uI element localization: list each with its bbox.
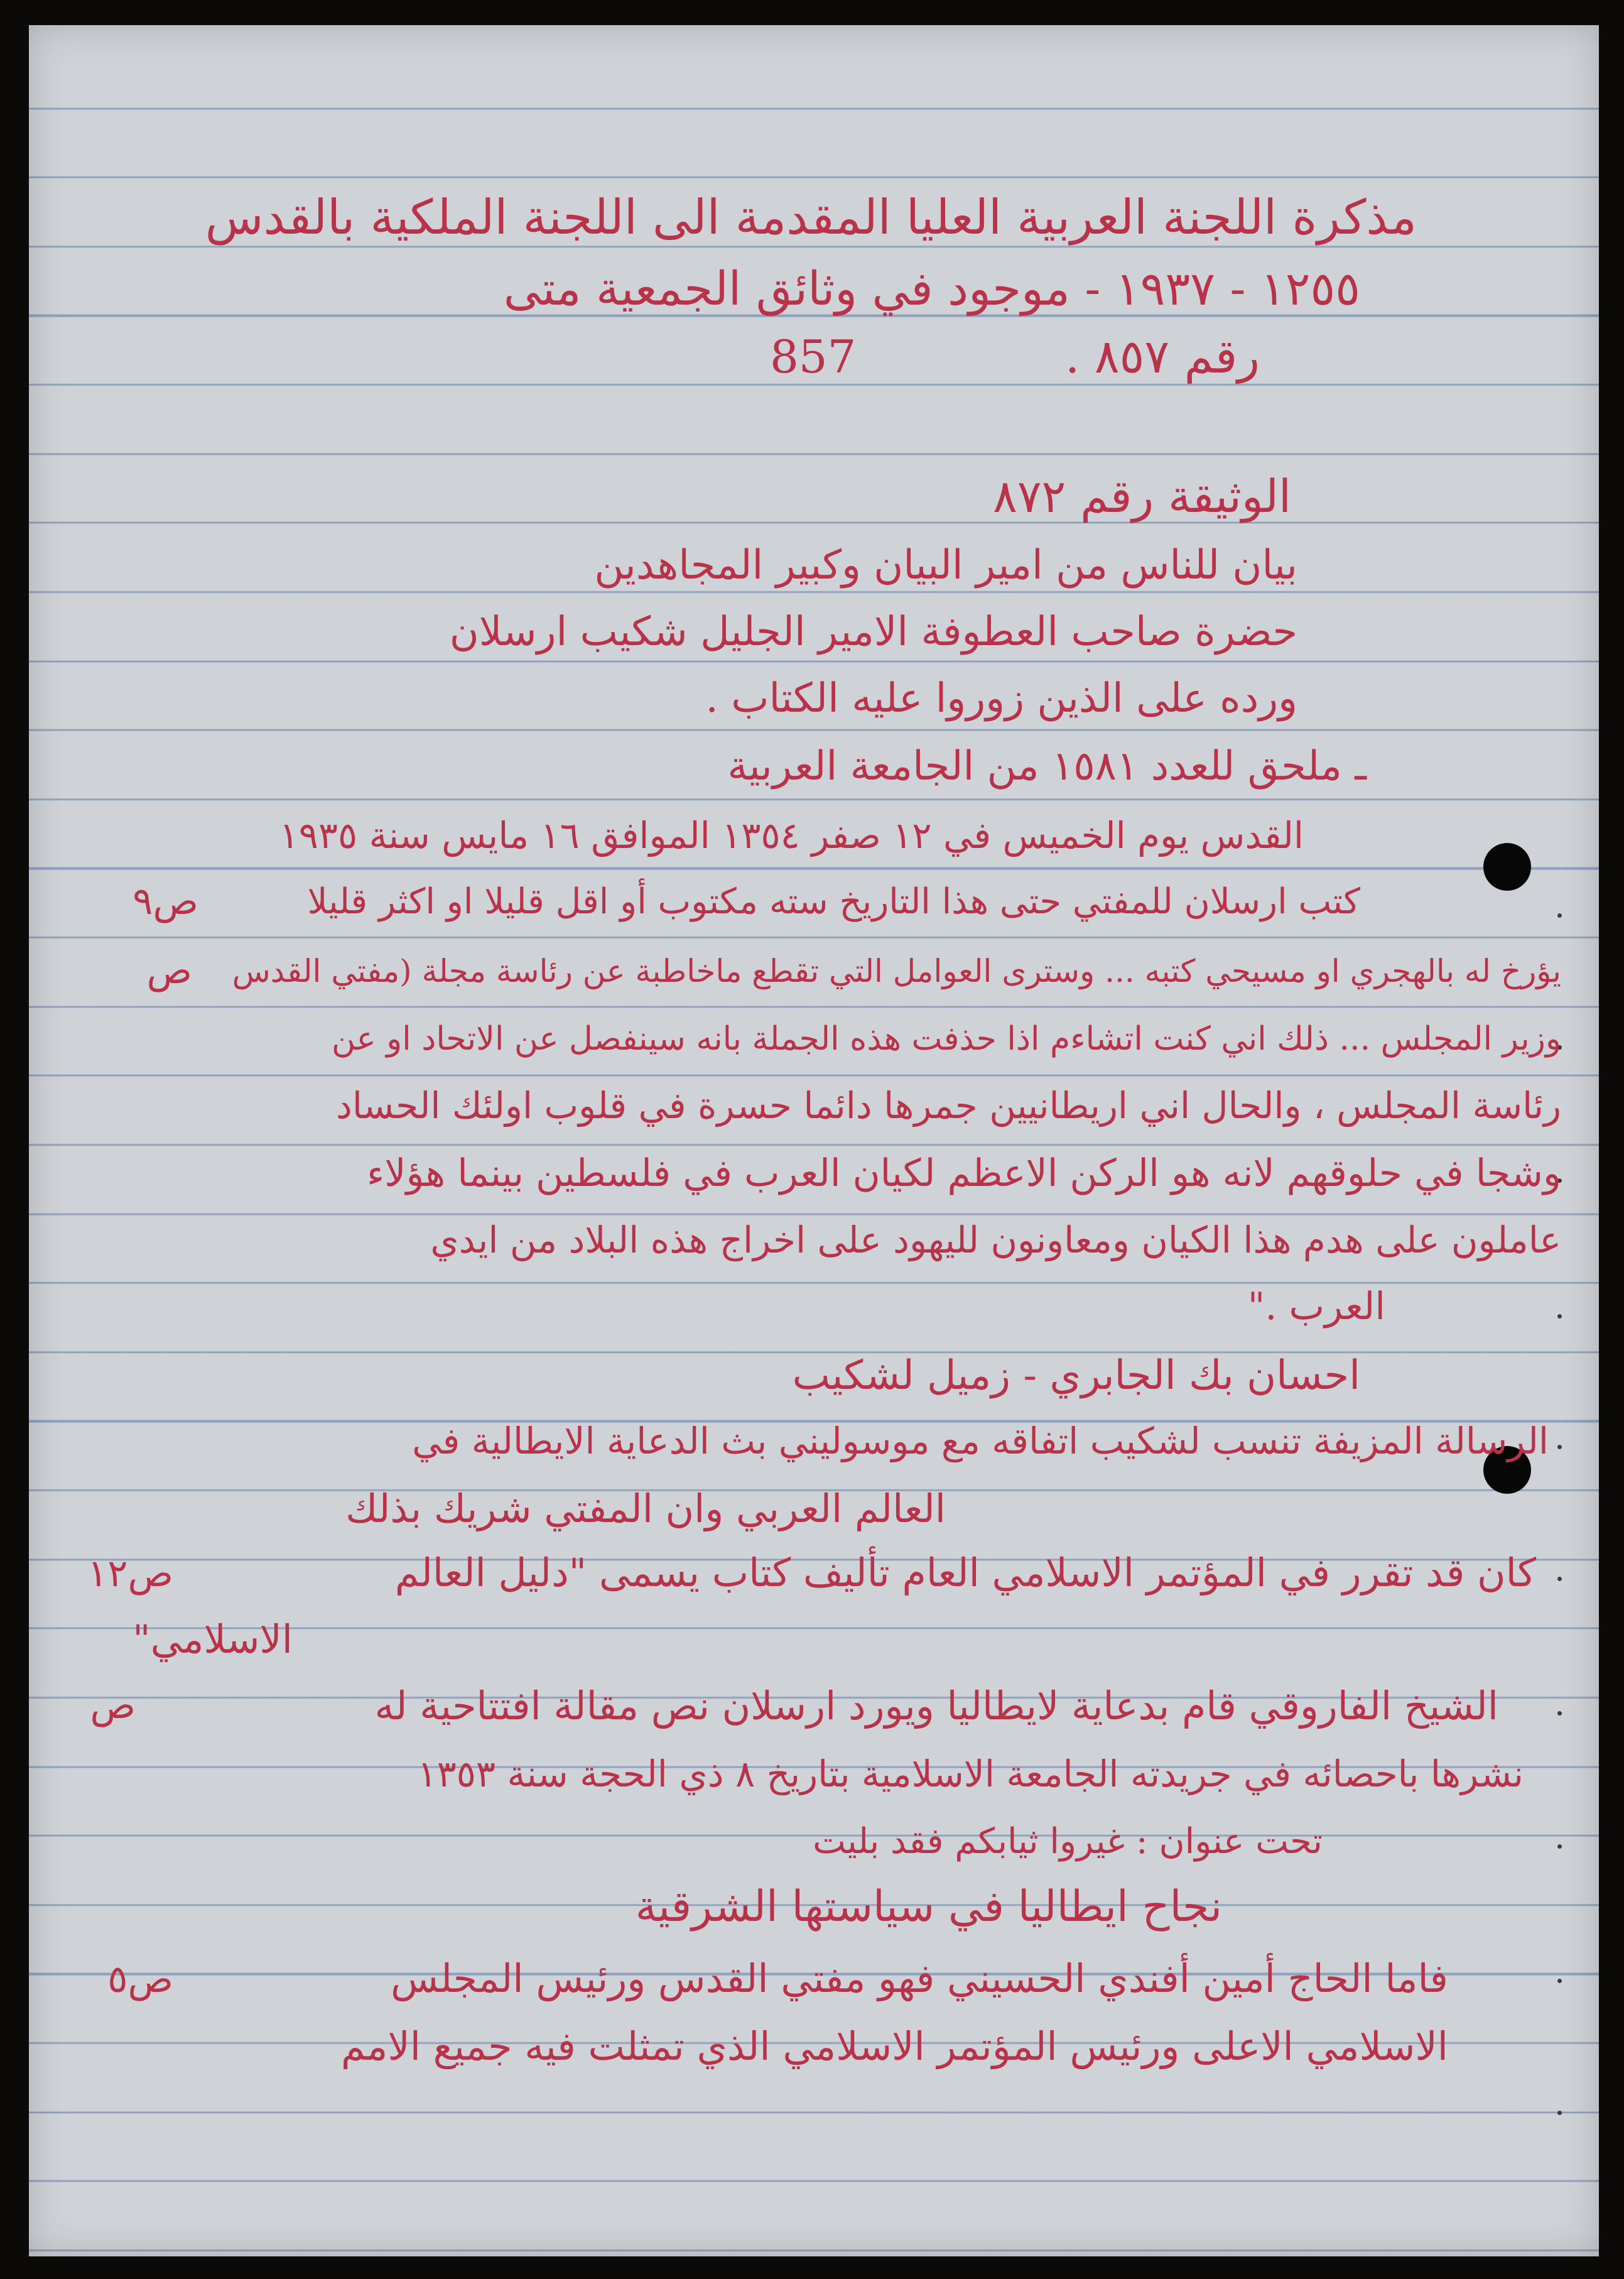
margin-dot (1557, 1577, 1562, 1581)
header-line-1: مذكرة اللجنة العربية العليا المقدمة الى اللجنة الملكية بالقدس (205, 189, 1417, 245)
notebook-page (29, 25, 1599, 2256)
margin-page-ref: ص (146, 949, 192, 993)
margin-dot (1557, 2111, 1562, 2115)
body-line: احسان بك الجابري - زميل لشكيب (792, 1352, 1360, 1399)
body-line: كتب ارسلان للمفتي حتى هذا التاريخ سته مكتوب أو اقل قليلا او اكثر قليلا (307, 881, 1360, 922)
margin-dot (1557, 1711, 1562, 1716)
body-line: رئاسة المجلس ، والحال اني اريطانيين جمرها دائما حسرة في قلوب اولئك الحساد (336, 1084, 1561, 1127)
intro-line-3: ورده على الذين زوروا عليه الكتاب . (705, 675, 1297, 722)
margin-dot (1557, 1979, 1562, 1983)
margin-dot (1557, 913, 1562, 918)
margin-page-ref: ص (90, 1683, 136, 1727)
date-line: القدس يوم الخميس في ١٢ صفر ١٣٥٤ الموافق ١٦ مايس سنة ١٩٣٥ (279, 814, 1304, 857)
body-line: كان قد تقرر في المؤتمر الاسلامي العام تأليف كتاب يسمى "دليل العالم (394, 1550, 1536, 1596)
body-line: الرسالة المزيفة تنسب لشكيب اتفاقه مع موسوليني بث الدعاية الايطالية في (412, 1420, 1549, 1462)
intro-line-2: حضرة صاحب العطوفة الامير الجليل شكيب ارسلان (449, 609, 1297, 655)
margin-dot (1557, 1445, 1562, 1449)
body-line: يؤرخ له بالهجري او مسيحي كتبه ... وسترى العوامل التي تقطع ماخاطبة عن رئاسة مجلة (مفتي القدس (232, 953, 1561, 989)
margin-page-ref: ص٩ (133, 879, 198, 923)
body-line: فاما الحاج أمين أفندي الحسيني فهو مفتي القدس ورئيس المجلس (391, 1955, 1448, 2001)
header-number-latin: 857 (770, 330, 857, 383)
document-number: الوثيقة رقم ٨٧٢ (993, 470, 1291, 523)
body-line: الاسلامي" (133, 1616, 293, 1662)
body-line: نشرها باحصائه في جريدته الجامعة الاسلامية بتاريخ ٨ ذي الحجة سنة ١٣٥٣ (417, 1753, 1524, 1795)
body-line: وزير المجلس ... ذلك اني كنت اتشاءم اذا حذفت هذه الجملة بانه سينفصل عن الاتحاد او عن (332, 1020, 1561, 1058)
body-line: العرب ." (1247, 1285, 1385, 1329)
intro-line-1: بيان للناس من امير البيان وكبير المجاهدين (594, 542, 1297, 589)
body-line: العالم العربي وان المفتي شريك بذلك (345, 1486, 946, 1531)
body-line: عاملون على هدم هذا الكيان ومعاونون لليهود على اخراج هذه البلاد من ايدي (430, 1219, 1561, 1261)
intro-line-4: ـ ملحق للعدد ١٥٨١ من الجامعة العربية (727, 743, 1367, 790)
body-line: نجاح ايطاليا في سياستها الشرقية (635, 1882, 1222, 1932)
body-line: تحت عنوان : غيروا ثيابكم فقد بليت (813, 1821, 1323, 1862)
body-line: الشيخ الفاروقي قام بدعاية لايطاليا ويورد ارسلان نص مقالة افتتاحية له (374, 1683, 1498, 1729)
header-line-2: ١٢٥٥ - ١٩٣٧ - موجود في وثائق الجمعية متى (503, 262, 1360, 316)
binder-hole-top (1483, 843, 1531, 891)
margin-page-ref: ص١٢ (87, 1552, 173, 1596)
body-line: الاسلامي الاعلى ورئيس المؤتمر الاسلامي الذي تمثلت فيه جميع الامم (340, 2023, 1448, 2069)
margin-dot (1557, 1314, 1562, 1319)
header-line-3: رقم ٨٥٧ . (1064, 330, 1260, 384)
body-line: وشجا في حلوقهم لانه هو الركن الاعظم لكيان العرب في فلسطين بينما هؤلاء (367, 1151, 1561, 1195)
margin-page-ref: ص٥ (107, 1957, 173, 2001)
margin-dot (1557, 1844, 1562, 1849)
